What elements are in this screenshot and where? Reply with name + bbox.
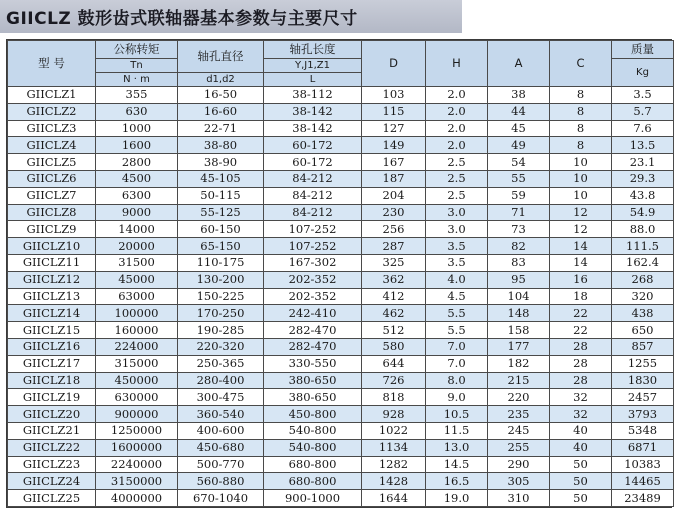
cell-d: 412 [362,288,426,305]
cell-a: 177 [488,338,550,355]
cell-torque: 4500 [96,170,178,187]
cell-a: 182 [488,355,550,372]
cell-d: 512 [362,322,426,339]
cell-d: 230 [362,204,426,221]
cell-c: 40 [550,439,612,456]
title-bar [0,0,462,33]
cell-d: 1428 [362,473,426,490]
table-header [8,41,674,87]
cell-mass: 7.6 [612,120,674,137]
cell-length: 282-470 [264,322,362,339]
cell-c: 8 [550,87,612,104]
cell-bore: 130-200 [178,271,264,288]
cell-model: GIICLZ18 [8,372,96,389]
parameters-table-container [6,39,672,508]
cell-a: 148 [488,305,550,322]
cell-h: 19.0 [426,490,488,507]
cell-model: GIICLZ17 [8,355,96,372]
cell-a: 71 [488,204,550,221]
cell-c: 8 [550,120,612,137]
cell-length: 202-352 [264,271,362,288]
cell-mass: 857 [612,338,674,355]
header-A: A [488,41,550,87]
cell-c: 22 [550,305,612,322]
cell-h: 3.5 [426,254,488,271]
cell-length: 167-302 [264,254,362,271]
cell-torque: 2800 [96,154,178,171]
cell-d: 325 [362,254,426,271]
cell-a: 235 [488,406,550,423]
cell-d: 127 [362,120,426,137]
table-row [8,305,674,322]
cell-bore: 16-60 [178,103,264,120]
cell-length: 84-212 [264,170,362,187]
cell-c: 28 [550,338,612,355]
cell-d: 115 [362,103,426,120]
cell-mass: 43.8 [612,187,674,204]
cell-mass: 1830 [612,372,674,389]
cell-torque: 160000 [96,322,178,339]
cell-h: 3.0 [426,204,488,221]
cell-a: 82 [488,238,550,255]
cell-a: 95 [488,271,550,288]
cell-c: 18 [550,288,612,305]
table-row [8,473,674,490]
table-row [8,254,674,271]
cell-c: 32 [550,406,612,423]
cell-torque: 1250000 [96,422,178,439]
cell-c: 22 [550,322,612,339]
table-row [8,456,674,473]
cell-bore: 65-150 [178,238,264,255]
cell-h: 5.5 [426,322,488,339]
cell-h: 2.0 [426,120,488,137]
cell-h: 4.0 [426,271,488,288]
cell-bore: 110-175 [178,254,264,271]
cell-length: 38-142 [264,103,362,120]
cell-torque: 1600000 [96,439,178,456]
cell-d: 103 [362,87,426,104]
cell-torque: 1600 [96,137,178,154]
cell-torque: 630000 [96,389,178,406]
cell-bore: 250-365 [178,355,264,372]
parameters-table [7,40,674,507]
cell-d: 726 [362,372,426,389]
cell-h: 3.0 [426,221,488,238]
cell-h: 8.0 [426,372,488,389]
cell-a: 45 [488,120,550,137]
header-model: 型 号 [8,41,96,87]
cell-a: 55 [488,170,550,187]
cell-model: GIICLZ10 [8,238,96,255]
cell-length: 330-550 [264,355,362,372]
cell-length: 202-352 [264,288,362,305]
cell-model: GIICLZ5 [8,154,96,171]
table-row [8,137,674,154]
cell-h: 11.5 [426,422,488,439]
cell-model: GIICLZ11 [8,254,96,271]
cell-torque: 1000 [96,120,178,137]
cell-c: 28 [550,372,612,389]
cell-d: 287 [362,238,426,255]
header-mass-unit: Kg [612,59,674,87]
cell-length: 380-650 [264,389,362,406]
cell-length: 107-252 [264,221,362,238]
cell-a: 104 [488,288,550,305]
cell-bore: 500-770 [178,456,264,473]
cell-bore: 670-1040 [178,490,264,507]
cell-d: 1282 [362,456,426,473]
table-row [8,238,674,255]
table-row [8,103,674,120]
header-torque-label: 公称转矩 [96,41,178,59]
cell-a: 245 [488,422,550,439]
cell-mass: 438 [612,305,674,322]
header-D: D [362,41,426,87]
header-length-types: Y,J1,Z1 [264,59,362,73]
cell-c: 10 [550,154,612,171]
cell-h: 2.5 [426,170,488,187]
cell-torque: 6300 [96,187,178,204]
cell-bore: 16-50 [178,87,264,104]
cell-bore: 38-90 [178,154,264,171]
cell-model: GIICLZ4 [8,137,96,154]
cell-bore: 560-880 [178,473,264,490]
cell-a: 83 [488,254,550,271]
cell-mass: 320 [612,288,674,305]
cell-c: 32 [550,389,612,406]
cell-c: 28 [550,355,612,372]
cell-d: 1134 [362,439,426,456]
cell-mass: 162.4 [612,254,674,271]
cell-d: 187 [362,170,426,187]
cell-d: 149 [362,137,426,154]
cell-bore: 45-105 [178,170,264,187]
cell-h: 3.5 [426,238,488,255]
table-row [8,288,674,305]
cell-model: GIICLZ24 [8,473,96,490]
cell-bore: 360-540 [178,406,264,423]
table-row [8,355,674,372]
cell-torque: 3150000 [96,473,178,490]
cell-bore: 55-125 [178,204,264,221]
cell-torque: 450000 [96,372,178,389]
cell-h: 5.5 [426,305,488,322]
cell-mass: 2457 [612,389,674,406]
cell-h: 13.0 [426,439,488,456]
cell-a: 158 [488,322,550,339]
cell-model: GIICLZ16 [8,338,96,355]
cell-d: 818 [362,389,426,406]
cell-mass: 268 [612,271,674,288]
table-row [8,154,674,171]
cell-d: 462 [362,305,426,322]
cell-mass: 23.1 [612,154,674,171]
table-row [8,271,674,288]
cell-bore: 220-320 [178,338,264,355]
table-row [8,439,674,456]
cell-bore: 450-680 [178,439,264,456]
cell-torque: 630 [96,103,178,120]
cell-a: 59 [488,187,550,204]
cell-d: 644 [362,355,426,372]
header-bore-label: 轴孔直径 [178,41,264,73]
cell-a: 49 [488,137,550,154]
cell-d: 580 [362,338,426,355]
cell-length: 540-800 [264,439,362,456]
table-row [8,338,674,355]
cell-mass: 14465 [612,473,674,490]
cell-model: GIICLZ20 [8,406,96,423]
cell-c: 50 [550,456,612,473]
cell-length: 38-142 [264,120,362,137]
cell-h: 2.0 [426,87,488,104]
cell-model: GIICLZ15 [8,322,96,339]
cell-d: 362 [362,271,426,288]
table-row [8,322,674,339]
cell-bore: 22-71 [178,120,264,137]
cell-model: GIICLZ9 [8,221,96,238]
cell-d: 928 [362,406,426,423]
table-row [8,204,674,221]
cell-torque: 45000 [96,271,178,288]
cell-h: 4.5 [426,288,488,305]
cell-a: 305 [488,473,550,490]
cell-length: 380-650 [264,372,362,389]
cell-a: 215 [488,372,550,389]
cell-mass: 5.7 [612,103,674,120]
cell-c: 16 [550,271,612,288]
cell-c: 8 [550,103,612,120]
cell-torque: 355 [96,87,178,104]
cell-c: 8 [550,137,612,154]
cell-torque: 14000 [96,221,178,238]
cell-mass: 10383 [612,456,674,473]
cell-mass: 1255 [612,355,674,372]
cell-mass: 5348 [612,422,674,439]
table-row [8,372,674,389]
table-row [8,406,674,423]
header-C: C [550,41,612,87]
cell-h: 7.0 [426,338,488,355]
table-row [8,120,674,137]
cell-length: 540-800 [264,422,362,439]
cell-torque: 224000 [96,338,178,355]
cell-d: 167 [362,154,426,171]
cell-c: 50 [550,490,612,507]
cell-c: 12 [550,221,612,238]
cell-mass: 88.0 [612,221,674,238]
cell-bore: 50-115 [178,187,264,204]
cell-torque: 4000000 [96,490,178,507]
cell-model: GIICLZ21 [8,422,96,439]
cell-model: GIICLZ25 [8,490,96,507]
cell-length: 680-800 [264,473,362,490]
table-row [8,221,674,238]
cell-h: 2.0 [426,103,488,120]
cell-bore: 170-250 [178,305,264,322]
cell-a: 310 [488,490,550,507]
cell-c: 14 [550,238,612,255]
cell-model: GIICLZ1 [8,87,96,104]
table-row [8,389,674,406]
header-mass-label: 质量 [612,41,674,59]
cell-mass: 13.5 [612,137,674,154]
cell-a: 73 [488,221,550,238]
cell-mass: 3793 [612,406,674,423]
cell-mass: 29.3 [612,170,674,187]
cell-a: 255 [488,439,550,456]
cell-d: 204 [362,187,426,204]
cell-bore: 400-600 [178,422,264,439]
cell-length: 107-252 [264,238,362,255]
cell-c: 10 [550,170,612,187]
cell-model: GIICLZ12 [8,271,96,288]
cell-bore: 38-80 [178,137,264,154]
cell-torque: 315000 [96,355,178,372]
cell-model: GIICLZ23 [8,456,96,473]
cell-length: 38-112 [264,87,362,104]
cell-length: 60-172 [264,137,362,154]
header-torque-symbol: Tn [96,59,178,73]
cell-length: 680-800 [264,456,362,473]
header-torque-unit: N · m [96,73,178,87]
cell-torque: 20000 [96,238,178,255]
cell-model: GIICLZ19 [8,389,96,406]
cell-mass: 23489 [612,490,674,507]
cell-torque: 31500 [96,254,178,271]
cell-length: 84-212 [264,204,362,221]
cell-h: 16.5 [426,473,488,490]
cell-c: 40 [550,422,612,439]
cell-d: 1022 [362,422,426,439]
cell-model: GIICLZ22 [8,439,96,456]
cell-c: 12 [550,204,612,221]
cell-mass: 650 [612,322,674,339]
cell-length: 60-172 [264,154,362,171]
cell-c: 10 [550,187,612,204]
cell-length: 282-470 [264,338,362,355]
cell-length: 242-410 [264,305,362,322]
cell-bore: 150-225 [178,288,264,305]
cell-bore: 60-150 [178,221,264,238]
cell-model: GIICLZ13 [8,288,96,305]
table-body [8,87,674,507]
cell-mass: 111.5 [612,238,674,255]
cell-torque: 9000 [96,204,178,221]
cell-model: GIICLZ3 [8,120,96,137]
cell-h: 9.0 [426,389,488,406]
cell-model: GIICLZ8 [8,204,96,221]
cell-a: 290 [488,456,550,473]
cell-torque: 2240000 [96,456,178,473]
cell-h: 10.5 [426,406,488,423]
cell-d: 256 [362,221,426,238]
header-length-label: 轴孔长度 [264,41,362,59]
cell-torque: 63000 [96,288,178,305]
table-row [8,187,674,204]
cell-d: 1644 [362,490,426,507]
header-length-symbol: L [264,73,362,87]
header-bore-symbol: d1,d2 [178,73,264,87]
cell-mass: 54.9 [612,204,674,221]
table-row [8,170,674,187]
table-row [8,87,674,104]
cell-bore: 190-285 [178,322,264,339]
cell-bore: 280-400 [178,372,264,389]
cell-h: 2.0 [426,137,488,154]
cell-length: 900-1000 [264,490,362,507]
cell-h: 2.5 [426,187,488,204]
table-row [8,422,674,439]
cell-model: GIICLZ7 [8,187,96,204]
cell-a: 38 [488,87,550,104]
cell-model: GIICLZ6 [8,170,96,187]
cell-mass: 6871 [612,439,674,456]
cell-mass: 3.5 [612,87,674,104]
cell-torque: 100000 [96,305,178,322]
header-H: H [426,41,488,87]
cell-bore: 300-475 [178,389,264,406]
cell-a: 44 [488,103,550,120]
cell-model: GIICLZ14 [8,305,96,322]
table-row [8,490,674,507]
cell-length: 84-212 [264,187,362,204]
cell-model: GIICLZ2 [8,103,96,120]
cell-c: 14 [550,254,612,271]
cell-h: 14.5 [426,456,488,473]
cell-h: 7.0 [426,355,488,372]
cell-torque: 900000 [96,406,178,423]
cell-c: 50 [550,473,612,490]
cell-a: 220 [488,389,550,406]
page-title: GIICLZ 鼓形齿式联轴器基本参数与主要尺寸 [6,9,358,29]
cell-h: 2.5 [426,154,488,171]
cell-length: 450-800 [264,406,362,423]
cell-a: 54 [488,154,550,171]
